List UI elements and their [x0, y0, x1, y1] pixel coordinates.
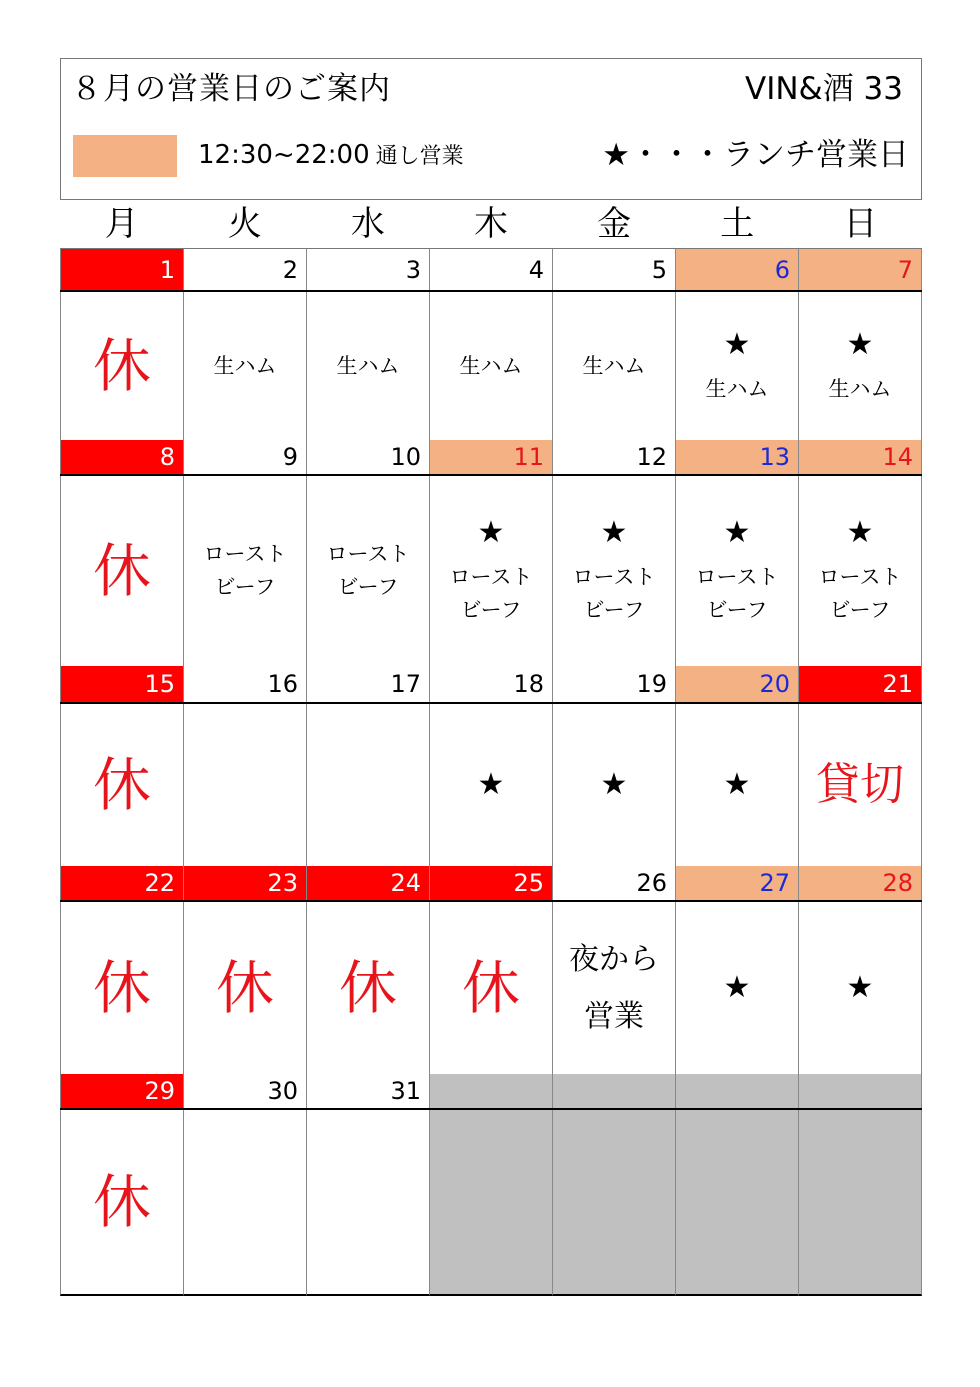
day-cell: [430, 1110, 553, 1296]
menu-item-text: ビーフ: [829, 598, 891, 622]
legend-hours: 12:30~22:00: [198, 140, 370, 170]
lunch-legend: ★・・・ランチ営業日: [602, 137, 909, 173]
day-cell: [676, 704, 799, 866]
date-cell: [553, 1074, 676, 1108]
body-row: [60, 902, 922, 1074]
date-cell: [430, 1074, 553, 1108]
calendar-week: [60, 248, 922, 440]
date-cell: 24: [307, 866, 430, 900]
body-row: [60, 292, 922, 440]
menu-item-text: ロースト: [449, 565, 533, 590]
menu-item-text: 生ハム: [705, 376, 769, 401]
day-cell: [60, 704, 184, 866]
date-cell: 6: [676, 249, 799, 290]
day-cell: [799, 902, 922, 1074]
weekday-label: 木: [473, 204, 508, 244]
closed-mark: 休: [92, 1168, 151, 1236]
date-cell: [799, 1074, 922, 1108]
lunch-star-icon: ★: [723, 326, 751, 362]
date-row: [60, 866, 922, 902]
date-cell: 21: [799, 666, 922, 702]
lunch-star-icon: ★: [600, 515, 628, 551]
day-cell: [307, 902, 430, 1074]
calendar-week: [60, 866, 922, 1074]
date-cell: 22: [60, 866, 184, 900]
day-cell: [676, 292, 799, 440]
weekday-label: 土: [720, 204, 755, 244]
lunch-star-icon: ★: [477, 515, 505, 551]
date-cell: 17: [307, 666, 430, 702]
menu-item-text: ビーフ: [583, 598, 645, 622]
weekday-label: 月: [104, 204, 139, 244]
day-cell: [430, 476, 553, 666]
menu-item-text: 生ハム: [828, 376, 892, 401]
day-cell: [184, 292, 307, 440]
calendar-week: [60, 666, 922, 866]
date-cell: 8: [60, 440, 184, 474]
date-cell: 13: [676, 440, 799, 474]
lunch-star-icon: ★: [723, 970, 751, 1005]
lunch-star-icon: ★: [600, 767, 628, 802]
date-cell: 11: [430, 440, 553, 474]
date-cell: 31: [307, 1074, 430, 1108]
date-cell: 10: [307, 440, 430, 474]
day-cell: [307, 1110, 430, 1296]
menu-item-text: ビーフ: [706, 598, 768, 622]
day-cell: [799, 292, 922, 440]
lunch-star-icon: ★: [723, 515, 751, 551]
note-text: 夜から: [569, 942, 659, 977]
date-cell: 27: [676, 866, 799, 900]
menu-item-text: ロースト: [326, 542, 410, 567]
date-cell: 20: [676, 666, 799, 702]
menu-item-text: 生ハム: [336, 353, 400, 378]
date-cell: 7: [799, 249, 922, 290]
reserved-mark: 貸切: [816, 759, 904, 810]
menu-item-text: ビーフ: [337, 575, 399, 599]
menu-item-text: ロースト: [572, 565, 656, 590]
day-cell: [307, 292, 430, 440]
day-cell: [60, 292, 184, 440]
day-cell: [799, 1110, 922, 1296]
weekday-label: 日: [843, 204, 878, 244]
date-cell: 4: [430, 249, 553, 290]
weekday-label: 火: [227, 204, 262, 244]
date-cell: 9: [184, 440, 307, 474]
day-cell: [553, 902, 676, 1074]
day-cell: [184, 704, 307, 866]
date-row: [60, 666, 922, 704]
menu-item-text: ロースト: [818, 565, 902, 590]
date-cell: 19: [553, 666, 676, 702]
closed-mark: 休: [338, 954, 397, 1022]
day-cell: [676, 1110, 799, 1296]
legend-swatch: [73, 135, 177, 177]
date-row: [60, 1074, 922, 1110]
shop-name: VIN&酒 33: [744, 71, 903, 107]
lunch-star-icon: ★: [846, 970, 874, 1005]
day-cell: [184, 1110, 307, 1296]
date-cell: 29: [60, 1074, 184, 1108]
legend-note: 通し営業: [375, 144, 464, 169]
date-cell: 5: [553, 249, 676, 290]
closed-mark: 休: [92, 954, 151, 1022]
menu-item-text: ロースト: [695, 565, 779, 590]
calendar-grid: [60, 248, 922, 1296]
page-title: ８月の営業日のご案内: [71, 71, 391, 107]
lunch-star-icon: ★: [846, 515, 874, 551]
legend-hours-text: [198, 139, 464, 170]
day-cell: [799, 476, 922, 666]
date-row: [60, 248, 922, 292]
weekday-header: [60, 200, 922, 248]
closed-mark: 休: [215, 954, 274, 1022]
date-cell: 16: [184, 666, 307, 702]
calendar-week: [60, 1074, 922, 1296]
weekday-label: 金: [597, 204, 632, 244]
menu-item-text: 生ハム: [582, 353, 646, 378]
day-cell: [430, 704, 553, 866]
body-row: [60, 1110, 922, 1296]
day-cell: [430, 902, 553, 1074]
day-cell: [60, 1110, 184, 1296]
date-cell: 3: [307, 249, 430, 290]
closed-mark: 休: [92, 751, 151, 819]
body-row: [60, 704, 922, 866]
date-cell: 30: [184, 1074, 307, 1108]
day-cell: [799, 704, 922, 866]
day-cell: [553, 1110, 676, 1296]
date-cell: 12: [553, 440, 676, 474]
day-cell: [430, 292, 553, 440]
menu-item-text: ビーフ: [214, 575, 276, 599]
day-cell: [307, 476, 430, 666]
lunch-star-icon: ★: [723, 767, 751, 802]
day-cell: [60, 476, 184, 666]
date-cell: 23: [184, 866, 307, 900]
date-cell: 1: [60, 249, 184, 290]
day-cell: [553, 476, 676, 666]
date-cell: 26: [553, 866, 676, 900]
calendar-week: [60, 440, 922, 666]
closed-mark: 休: [92, 537, 151, 605]
closed-mark: 休: [461, 954, 520, 1022]
body-row: [60, 476, 922, 666]
day-cell: [307, 704, 430, 866]
day-cell: [553, 704, 676, 866]
date-cell: 25: [430, 866, 553, 900]
date-cell: 28: [799, 866, 922, 900]
menu-item-text: ロースト: [203, 542, 287, 567]
lunch-star-icon: ★: [477, 767, 505, 802]
menu-item-text: 生ハム: [213, 353, 277, 378]
day-cell: [676, 476, 799, 666]
day-cell: [676, 902, 799, 1074]
day-cell: [553, 292, 676, 440]
lunch-star-icon: ★: [846, 326, 874, 362]
date-cell: [676, 1074, 799, 1108]
menu-item-text: ビーフ: [460, 598, 522, 622]
day-cell: [184, 476, 307, 666]
date-cell: 15: [60, 666, 184, 702]
weekday-label: 水: [350, 204, 385, 244]
day-cell: [184, 902, 307, 1074]
menu-item-text: 生ハム: [459, 353, 523, 378]
date-cell: 14: [799, 440, 922, 474]
date-row: [60, 440, 922, 476]
note-text: 営業: [584, 999, 644, 1034]
date-cell: 18: [430, 666, 553, 702]
day-cell: [60, 902, 184, 1074]
header-box: [60, 58, 922, 200]
date-cell: 2: [184, 249, 307, 290]
closed-mark: 休: [92, 332, 151, 400]
